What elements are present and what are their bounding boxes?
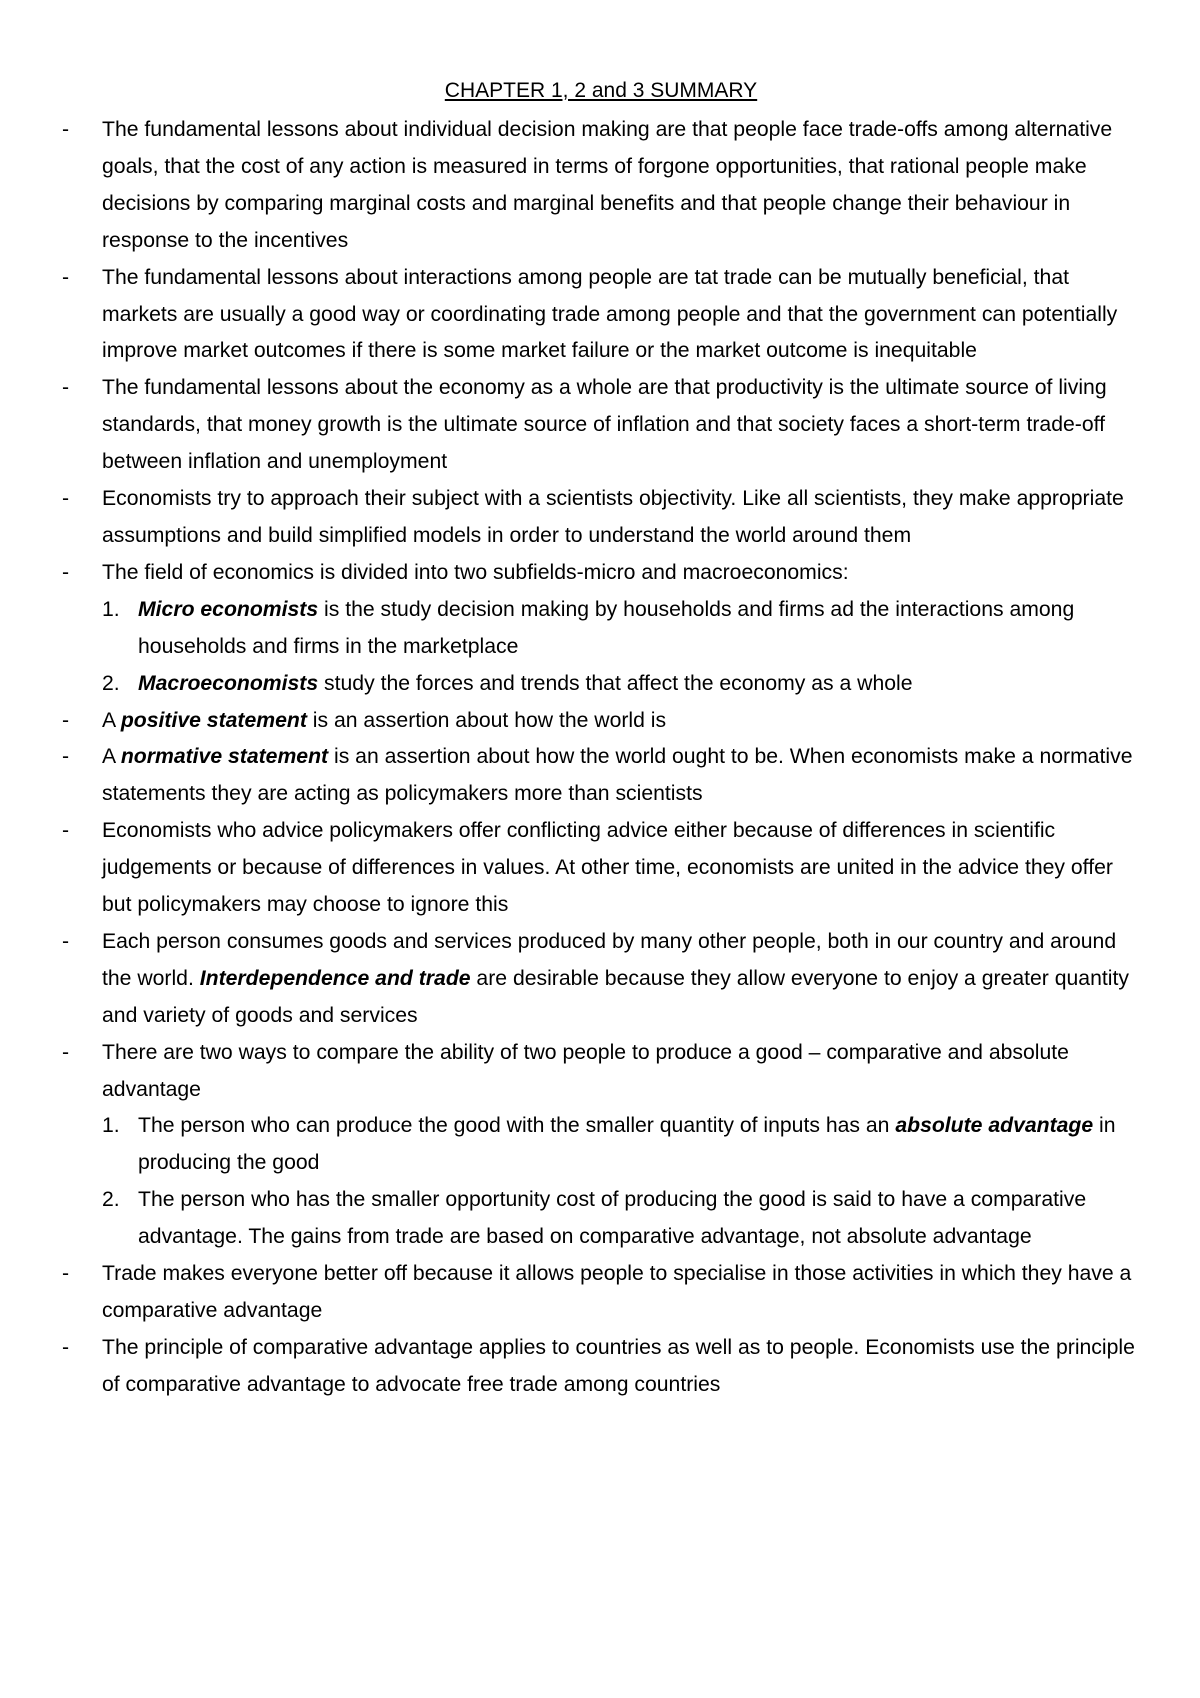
item-text: A <box>102 745 121 769</box>
item-text: in producing the good <box>138 1114 1116 1175</box>
item-text: is an assertion about how the world is <box>306 708 667 732</box>
key-term: normative statement <box>120 745 329 769</box>
bullet-dash: - <box>62 819 70 843</box>
list-item <box>62 703 1140 740</box>
item-text: The fundamental lessons about the economy as a whole are that productivity is the ultimate source of living standards, that money growth is the ultimate source of inflation and that society faces a short-term trade-off between inflation and unemployment <box>102 376 1107 474</box>
list-item <box>62 112 1140 260</box>
item-number: 2. <box>102 1188 120 1212</box>
item-number: 2. <box>102 671 120 695</box>
list-item <box>62 370 1140 481</box>
list-item <box>62 739 1140 813</box>
bullet-dash: - <box>62 560 70 584</box>
item-text: The person who has the smaller opportunity cost of producing the good is said to have a comparative advantage. The gains from trade are based on comparative advantage, not absolute advantage <box>138 1188 1087 1249</box>
numbered-item <box>102 1108 1140 1182</box>
list-item <box>62 924 1140 1035</box>
numbered-sublist <box>102 1108 1140 1256</box>
bullet-dash: - <box>62 708 70 732</box>
key-term: Interdependence and trade <box>199 966 471 990</box>
summary-list <box>62 112 1140 1404</box>
item-text: Trade makes everyone better off because it allows people to specialise in those activities in which they have a comparative advantage <box>102 1262 1132 1322</box>
item-text: are desirable because they allow everyone to enjoy a greater quantity and variety of goods and services <box>102 966 1129 1027</box>
bullet-dash: - <box>62 118 70 141</box>
item-text: Each person consumes goods and services produced by many other people, both in our country and around the world. <box>102 929 1117 990</box>
bullet-dash: - <box>62 265 70 289</box>
numbered-item <box>102 1182 1140 1256</box>
item-text: study the forces and trends that affect the economy as a whole <box>318 671 913 695</box>
list-item <box>62 555 1140 703</box>
list-item <box>62 1035 1140 1256</box>
key-term: absolute advantage <box>895 1114 1094 1138</box>
bullet-dash: - <box>62 376 70 400</box>
item-text: The person who can produce the good with the smaller quantity of inputs has an <box>138 1114 896 1138</box>
numbered-sublist <box>102 592 1140 703</box>
key-term: Micro economists <box>138 597 319 621</box>
item-text: A <box>102 708 121 732</box>
item-text: The field of economics is divided into two subfields-micro and macroeconomics: <box>102 560 849 584</box>
key-term: positive statement <box>120 708 307 732</box>
item-text: is the study decision making by households and firms ad the interactions among households and firms in the marketplace <box>138 597 1075 658</box>
item-text: Economists who advice policymakers offer conflicting advice either because of differences in scientific judgements or because of differences in values. At other time, economists are united in the advice they offer but policymakers may choose to ignore this <box>102 819 1113 917</box>
list-item <box>62 481 1140 555</box>
item-text: The fundamental lessons about interactions among people are tat trade can be mutually beneficial, that markets are usually a good way or coordinating trade among people and that the government can potentially improve market outcomes if there is some market failure or the market outcome is inequitable <box>102 265 1118 363</box>
item-text: There are two ways to compare the ability of two people to produce a good – comparative and absolute advantage <box>102 1040 1069 1101</box>
bullet-dash: - <box>62 487 70 511</box>
bullet-dash: - <box>62 929 70 953</box>
item-text: Economists try to approach their subject with a scientists objectivity. Like all scientists, they make appropriate assumptions and build simplified models in order to understand the world around them <box>102 487 1124 547</box>
bullet-dash: - <box>62 745 70 769</box>
key-term: Macroeconomists <box>138 671 319 695</box>
list-item <box>62 1330 1140 1404</box>
bullet-dash: - <box>62 1040 70 1064</box>
list-item <box>62 1256 1140 1330</box>
item-number: 1. <box>102 597 120 621</box>
item-text: is an assertion about how the world ought to be. When economists make a normative statements they are acting as policymakers more than scientists <box>102 745 1133 806</box>
item-text: The principle of comparative advantage applies to countries as well as to people. Economists use the principle of comparative advantage to advocate free trade among countries <box>102 1335 1135 1396</box>
item-number: 1. <box>102 1114 120 1138</box>
list-item <box>62 260 1140 371</box>
numbered-item <box>102 666 1140 703</box>
bullet-dash: - <box>62 1335 70 1359</box>
item-text: The fundamental lessons about individual decision making are that people face trade-offs among alternative goals, that the cost of any action is measured in terms of forgone opportunities, that rational people make decisions by comparing marginal costs and marginal benefits and that people change their behaviour in response to the incentives <box>102 118 1113 252</box>
list-item <box>62 813 1140 924</box>
page-title: CHAPTER 1, 2 and 3 SUMMARY <box>444 79 758 102</box>
numbered-item <box>102 592 1140 666</box>
bullet-dash: - <box>62 1262 70 1286</box>
